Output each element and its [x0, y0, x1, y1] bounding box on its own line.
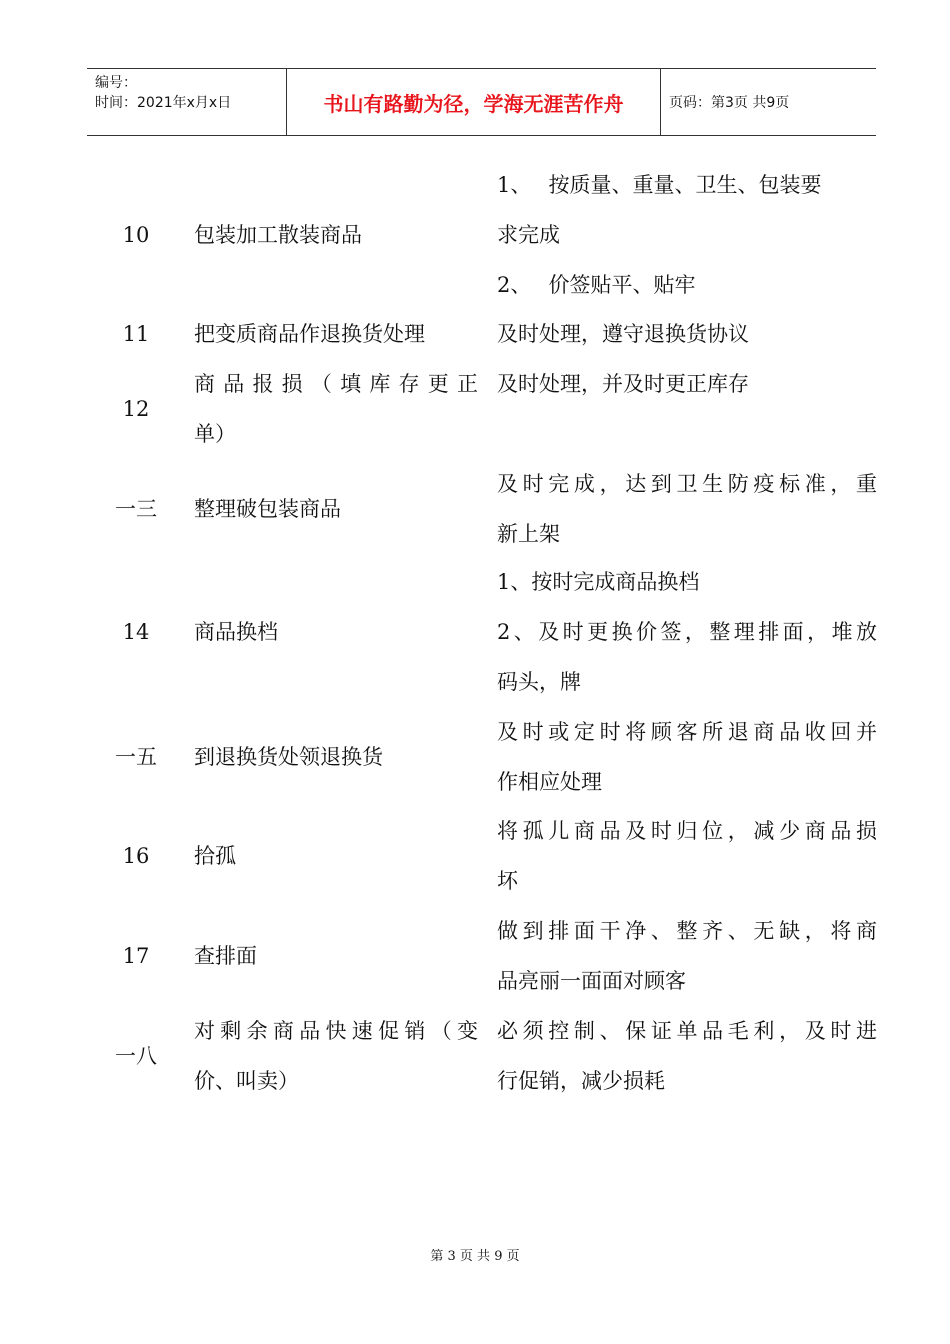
- row-item: 包装加工散装商品: [194, 223, 362, 247]
- row-item: 把变质商品作退换货处理: [194, 322, 425, 346]
- row-number: 14: [122, 620, 150, 644]
- row-item: [194, 359, 478, 459]
- requirement-line: 及时或定时将顾客所退商品收回并: [497, 720, 877, 744]
- row-requirement: [497, 806, 877, 906]
- row-item: 拾孤: [194, 844, 236, 868]
- row-requirement: [497, 707, 877, 807]
- requirement-line: 2、 价签贴平、贴牢: [497, 273, 696, 297]
- row-item: 整理破包装商品: [194, 497, 341, 521]
- row-number: 一三: [115, 497, 157, 521]
- requirement-line: 新上架: [497, 522, 560, 546]
- document-header: [87, 68, 876, 136]
- requirement-line: 坏: [497, 869, 518, 893]
- requirement-line: 1、按时完成商品换档: [497, 570, 700, 594]
- row-number: 10: [122, 223, 150, 247]
- header-meta: [87, 69, 287, 135]
- requirement-line: 将孤儿商品及时归位，减少商品损: [497, 819, 877, 843]
- row-item: [194, 1006, 478, 1106]
- requirement-line: 做到排面干净、整齐、无缺，将商: [497, 919, 877, 943]
- row-requirement: [497, 557, 877, 707]
- row-number: 12: [122, 397, 150, 421]
- requirement-line: 行促销，减少损耗: [497, 1069, 665, 1093]
- requirement-line: 1、 按质量、重量、卫生、包装要: [497, 173, 822, 197]
- item-line: 对剩余商品快速促销（变: [194, 1019, 478, 1043]
- requirement-line: 码头，牌: [497, 670, 581, 694]
- row-number: 11: [122, 322, 150, 346]
- requirement-line: 作相应处理: [497, 770, 602, 794]
- requirement-line: 品亮丽一面面对顾客: [497, 969, 686, 993]
- row-number: 一五: [115, 745, 157, 769]
- row-item: 到退换货处领退换货: [194, 745, 383, 769]
- requirement-line: 及时处理，并及时更正库存: [497, 372, 749, 396]
- row-requirement: [497, 160, 877, 310]
- row-requirement: [497, 906, 877, 1006]
- row-requirement: [497, 1006, 877, 1106]
- requirement-line: 必须控制、保证单品毛利，及时进: [497, 1019, 877, 1043]
- row-number: 一八: [115, 1044, 157, 1068]
- requirement-line: 求完成: [497, 223, 560, 247]
- header-motto: 书山有路勤为径，学海无涯苦作舟: [287, 69, 661, 135]
- row-number: 16: [122, 844, 150, 868]
- item-line: 单）: [194, 422, 236, 446]
- requirement-line: 及时完成，达到卫生防疫标准，重: [497, 472, 877, 496]
- page-footer: 第 3 页 共 9 页: [430, 1249, 520, 1264]
- row-requirement: [497, 359, 877, 409]
- header-page-info: 页码：第3页 共9页: [669, 95, 790, 111]
- item-line: 商品报损（填库存更正: [194, 372, 478, 396]
- row-requirement: [497, 459, 877, 559]
- row-item: 查排面: [194, 944, 257, 968]
- requirement-line: 及时处理，遵守退换货协议: [497, 322, 749, 346]
- row-requirement: [497, 309, 877, 359]
- item-line: 价、叫卖）: [194, 1069, 299, 1093]
- requirement-line: 2、及时更换价签，整理排面，堆放: [497, 620, 877, 644]
- code-label: 编号：: [95, 75, 137, 91]
- row-item: 商品换档: [194, 620, 278, 644]
- row-number: 17: [122, 944, 150, 968]
- time-label: 时间：2021年x月x日: [95, 95, 232, 111]
